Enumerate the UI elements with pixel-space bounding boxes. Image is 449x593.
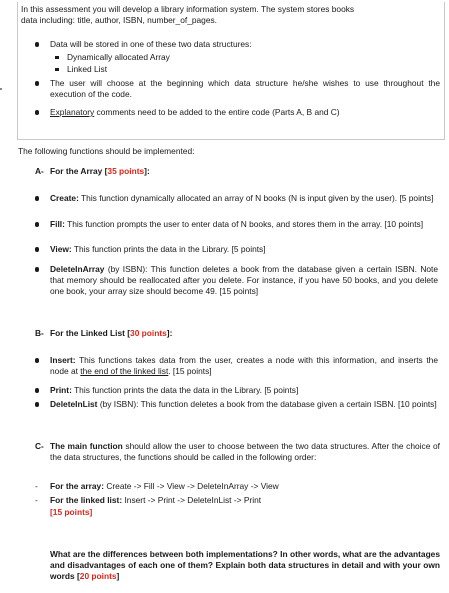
insert-text-end: . [15 points] bbox=[168, 366, 212, 377]
array-order-label: For the array: bbox=[50, 481, 104, 491]
section-c-points: [15 points] bbox=[50, 507, 93, 517]
section-c-letter: C- bbox=[35, 441, 44, 451]
section-b-close: ]: bbox=[166, 328, 173, 338]
intro-bullet-1: Data will be stored in one of these two data structures: bbox=[50, 39, 252, 49]
view-label: View: bbox=[50, 244, 72, 254]
main-function-text: should allow the user to choose between the two data structures. After the choice of the data structures, the functions should be called in the following order: bbox=[50, 441, 440, 463]
item-delete-in-array bbox=[50, 264, 438, 298]
item-print bbox=[50, 385, 438, 396]
delete-in-list-text: (by ISBN): This function deletes a book from the database given a certain ISBN. [10 points] bbox=[99, 399, 437, 409]
section-a-heading bbox=[50, 166, 150, 177]
question-close: ] bbox=[116, 571, 120, 582]
intro-bullet-2: The user will choose at the beginning which data structure he/she wishes to use throughout the execution of the code. bbox=[50, 78, 440, 100]
section-a-close: ]: bbox=[144, 166, 150, 176]
delete-in-array-text: (by ISBN): This function deletes a book from the database given a certain ISBN. Note that memory should be reallocated after you delete. For instance, if you have 50 books, and you delete one book, your array size should become 49. [15 points] bbox=[50, 264, 439, 297]
intro-line-1: In this assessment you will develop a library information system. The system stores books bbox=[21, 4, 355, 14]
view-text: This function prints the data in the Library. [5 points] bbox=[73, 244, 266, 254]
intro-subitem-array: Dynamically allocated Array bbox=[67, 52, 170, 62]
delete-in-list-label: DeleteInList bbox=[50, 399, 98, 409]
section-c-main bbox=[50, 441, 440, 463]
question-points: 20 points bbox=[79, 571, 117, 582]
item-view bbox=[50, 244, 438, 255]
section-b-heading bbox=[50, 328, 172, 339]
insert-text: This functions takes data from the user, creates a node with this information, and inserts the node at bbox=[50, 355, 438, 377]
item-delete-in-list bbox=[50, 399, 438, 410]
section-b-points: 30 points bbox=[130, 328, 167, 338]
section-a-letter: A- bbox=[35, 166, 44, 176]
item-create bbox=[50, 193, 438, 204]
list-order-flow: Insert -> Print -> DeleteInList -> Print bbox=[124, 495, 262, 505]
intro-subitem-list: Linked List bbox=[67, 64, 108, 74]
print-label: Print: bbox=[50, 385, 72, 395]
fill-label: Fill: bbox=[50, 219, 65, 229]
intro-bullet-3 bbox=[50, 107, 340, 118]
fill-text: This function prompts the user to enter data of N books, and stores them in the array. [10 points] bbox=[67, 219, 424, 229]
array-order bbox=[50, 481, 279, 492]
section-b-title: For the Linked List [ bbox=[50, 328, 131, 338]
section-a-title: For the Array [ bbox=[50, 166, 108, 176]
insert-label: Insert: bbox=[50, 355, 76, 365]
question-text: What are the differences between both implementations? In other words, what are the advantages and disadvantages of each one of them? Explain both data structures in detail and with your own words [ bbox=[50, 549, 440, 582]
insert-underlined: the end of the linked list bbox=[80, 366, 169, 377]
stray-mark bbox=[0, 88, 2, 90]
following-heading: The following functions should be implemented: bbox=[18, 146, 195, 156]
create-label: Create: bbox=[50, 193, 79, 203]
print-text: This function prints the data the data in the Library. [5 points] bbox=[74, 385, 299, 395]
intro-line-2: data including: title, author, ISBN, number_of_pages. bbox=[21, 15, 218, 25]
analysis-question bbox=[50, 549, 440, 583]
item-fill bbox=[50, 219, 438, 230]
create-text: This function dynamically allocated an array of N books (N is input given by the user). [5 points] bbox=[81, 193, 434, 203]
list-order-label: For the linked list: bbox=[50, 495, 123, 505]
section-b-letter: B- bbox=[35, 328, 44, 338]
section-a-points: 35 points bbox=[107, 166, 145, 176]
delete-in-array-label: DeleteInArray bbox=[50, 264, 105, 274]
array-order-flow: Create -> Fill -> View -> DeleteInArray -> View bbox=[106, 481, 279, 491]
list-order bbox=[50, 495, 261, 506]
main-function-label: The main function bbox=[50, 441, 123, 451]
intro-bullet-3-text: comments need to be added to the entire code (Parts A, B and C) bbox=[94, 107, 340, 117]
item-insert bbox=[50, 355, 438, 377]
explanatory-word: Explanatory bbox=[50, 107, 95, 117]
